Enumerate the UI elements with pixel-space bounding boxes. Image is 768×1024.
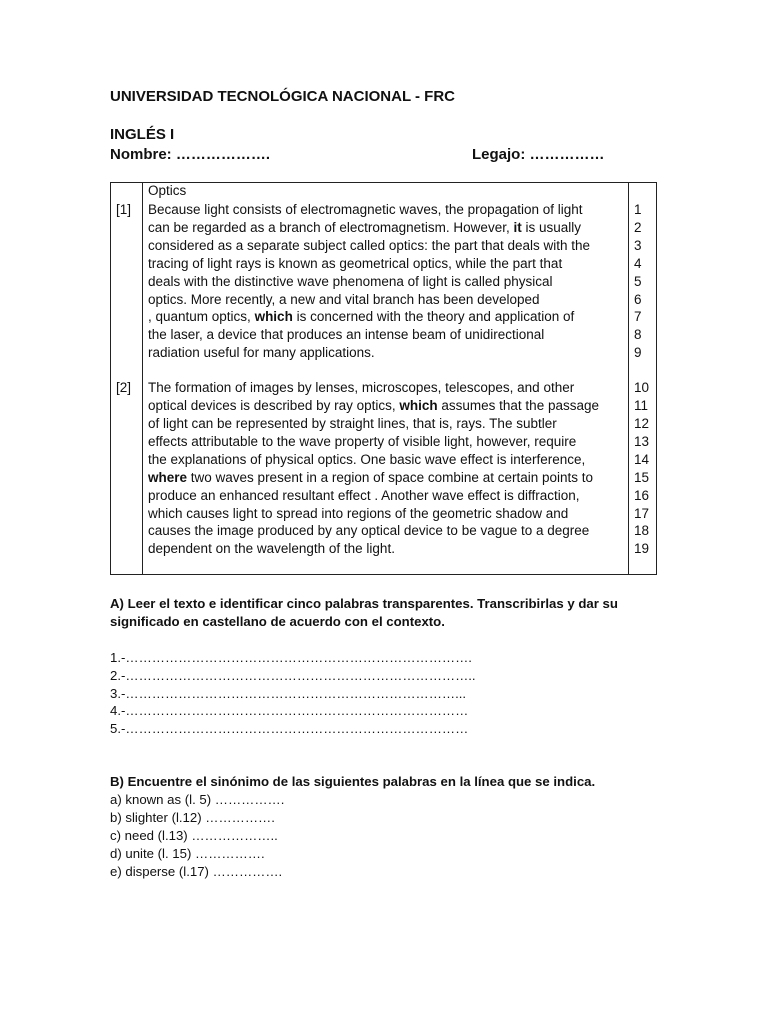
text-line: effects attributable to the wave property of visible light, however, require bbox=[148, 434, 577, 449]
answer-line-5[interactable]: 5.-…………………………………………………………………… bbox=[110, 721, 469, 736]
emphasized-keyword: where bbox=[148, 470, 188, 485]
text-line: can be regarded as a branch of electromagnetism. However, it is usually bbox=[148, 220, 581, 235]
line-number: 5 bbox=[634, 274, 642, 289]
line-number: 14 bbox=[634, 452, 650, 467]
text-line: the explanations of physical optics. One basic wave effect is interference, bbox=[148, 452, 586, 467]
synonym-item-d[interactable]: d) unite (l. 15) ……………. bbox=[110, 846, 265, 861]
paragraph-marker-2: [2] bbox=[116, 380, 132, 395]
text-line: the laser, a device that produces an intense beam of unidirectional bbox=[148, 327, 545, 342]
emphasized-keyword: which bbox=[399, 398, 438, 413]
text-line: tracing of light rays is known as geometrical optics, while the part that bbox=[148, 256, 563, 271]
line-number: 3 bbox=[634, 238, 642, 253]
text-line: optical devices is described by ray optics, which assumes that the passage bbox=[148, 398, 599, 413]
line-number: 4 bbox=[634, 256, 642, 271]
line-number: 13 bbox=[634, 434, 650, 449]
paragraph-marker-1: [1] bbox=[116, 202, 132, 217]
line-number: 6 bbox=[634, 292, 642, 307]
answer-line-1[interactable]: 1.-……………………………………………………………………. bbox=[110, 650, 472, 665]
answer-line-3[interactable]: 3.-…………………………………………………………………... bbox=[110, 686, 467, 701]
line-number: 7 bbox=[634, 309, 642, 324]
line-number: 2 bbox=[634, 220, 642, 235]
reading-title: Optics bbox=[148, 183, 187, 198]
synonym-item-a[interactable]: a) known as (l. 5) ……………. bbox=[110, 792, 285, 807]
university-title: UNIVERSIDAD TECNOLÓGICA NACIONAL - FRC bbox=[110, 88, 455, 105]
text-line: produce an enhanced resultant effect . Another wave effect is diffraction, bbox=[148, 488, 580, 503]
legajo-field-label: Legajo: …………… bbox=[472, 146, 605, 163]
synonym-item-e[interactable]: e) disperse (l.17) ……………. bbox=[110, 864, 283, 879]
emphasized-keyword: which bbox=[254, 309, 293, 324]
answer-line-2[interactable]: 2.-…………………………………………………………………….. bbox=[110, 668, 476, 683]
line-number: 19 bbox=[634, 541, 650, 556]
line-number: 1 bbox=[634, 202, 642, 217]
synonym-item-c[interactable]: c) need (l.13) ……………….. bbox=[110, 828, 278, 843]
text-line: optics. More recently, a new and vital branch has been developed bbox=[148, 292, 540, 307]
text-line: radiation useful for many applications. bbox=[148, 345, 375, 360]
synonym-item-b[interactable]: b) slighter (l.12) ……………. bbox=[110, 810, 275, 825]
text-line: dependent on the wavelength of the light. bbox=[148, 541, 395, 556]
section-b-instruction: B) Encuentre el sinónimo de las siguientes palabras en la línea que se indica. bbox=[110, 774, 596, 789]
text-line: , quantum optics, which is concerned with the theory and application of bbox=[148, 309, 575, 324]
line-number: 15 bbox=[634, 470, 650, 485]
text-line: of light can be represented by straight lines, that is, rays. The subtler bbox=[148, 416, 557, 431]
line-number: 11 bbox=[634, 398, 649, 413]
line-number: 10 bbox=[634, 380, 650, 395]
emphasized-keyword: it bbox=[513, 220, 522, 235]
line-number: 17 bbox=[634, 506, 650, 521]
text-line: which causes light to spread into regions of the geometric shadow and bbox=[148, 506, 569, 521]
table-divider-right bbox=[628, 183, 629, 574]
line-number: 18 bbox=[634, 523, 650, 538]
section-a-instruction-cont: significado en castellano de acuerdo con el contexto. bbox=[110, 614, 445, 629]
text-line: causes the image produced by any optical device to be vague to a degree bbox=[148, 523, 590, 538]
text-line: where two waves present in a region of space combine at certain points to bbox=[148, 470, 594, 485]
text-line: Because light consists of electromagnetic waves, the propagation of light bbox=[148, 202, 583, 217]
line-number: 8 bbox=[634, 327, 642, 342]
text-line: The formation of images by lenses, microscopes, telescopes, and other bbox=[148, 380, 575, 395]
course-title: INGLÉS I bbox=[110, 126, 175, 143]
answer-line-4[interactable]: 4.-…………………………………………………………………… bbox=[110, 703, 469, 718]
text-line: considered as a separate subject called optics: the part that deals with the bbox=[148, 238, 591, 253]
line-number: 16 bbox=[634, 488, 650, 503]
table-divider-left bbox=[142, 183, 143, 574]
text-line: deals with the distinctive wave phenomena of light is called physical bbox=[148, 274, 553, 289]
line-number: 12 bbox=[634, 416, 650, 431]
name-field-label: Nombre: ………………. bbox=[110, 146, 271, 163]
line-number: 9 bbox=[634, 345, 642, 360]
section-a-instruction: A) Leer el texto e identificar cinco palabras transparentes. Transcribirlas y dar su bbox=[110, 596, 618, 611]
